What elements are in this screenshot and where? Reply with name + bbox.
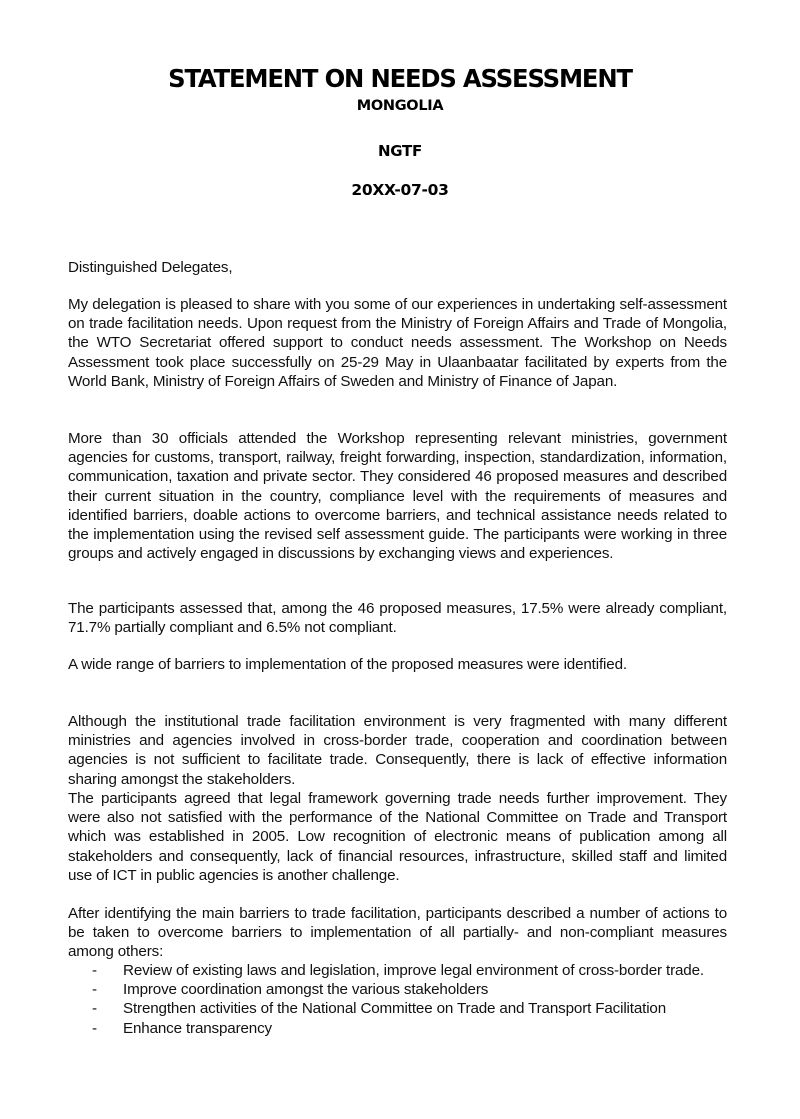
paragraph-delegation-intro: My delegation is pleased to share with you some of our experiences in undertaking self-assessment on trade facilitation needs. Upon request from the Ministry of Foreign Affairs and Trade of Mongolia, the WTO Secretariat offered support to conduct needs assessment. The Workshop on Needs Assessment took place successfully on 25-29 May in Ulaanbaatar facilitated by experts from the World Bank, Ministry of Foreign Affairs of Sweden and Ministry of Finance of Japan. xyxy=(68,296,727,390)
paragraph-barriers-identified: A wide range of barriers to implementation of the proposed measures were identified. xyxy=(68,656,627,673)
actions-list xyxy=(68,961,727,1038)
list-item-text: Strengthen activities of the National Committee on Trade and Transport Facilitation xyxy=(123,1000,667,1018)
list-item xyxy=(68,999,727,1018)
list-item-text: Improve coordination amongst the various stakeholders xyxy=(123,981,489,999)
list-item xyxy=(68,980,727,999)
list-dash-marker: - xyxy=(92,1019,97,1037)
list-item-text: Enhance transparency xyxy=(123,1019,272,1037)
paragraph-compliance-results: The participants assessed that, among the 46 proposed measures, 17.5% were already compliant, 71.7% partially compliant and 6.5% not compliant. xyxy=(68,600,727,637)
list-item xyxy=(68,1019,727,1038)
list-item xyxy=(68,961,727,980)
paragraph-actions-intro: After identifying the main barriers to trade facilitation, participants described a number of actions to be taken to overcome barriers to implementation of all partially- and non-compliant measures among others: xyxy=(68,905,727,961)
paragraph-legal-framework: The participants agreed that legal framework governing trade needs further improvement. They were also not satisfied with the performance of the National Committee on Trade and Transport which was established in 2005. Low recognition of electronic means of publication among all stakeholders and consequently, lack of financial resources, infrastructure, skilled staff and limited use of ICT in public agencies is another challenge. xyxy=(68,790,727,884)
paragraph-workshop-attendance: More than 30 officials attended the Workshop representing relevant ministries, government agencies for customs, transport, railway, freight forwarding, inspection, standardization, information, communication, taxation and private sector. They considered 46 proposed measures and described their current situation in the country, compliance level with the requirements of measures and identified barriers, doable actions to overcome barriers, and technical assistance needs related to the implementation using the revised self assessment guide. The participants were working in three groups and actively engaged in discussions by exchanging views and experiences. xyxy=(68,430,727,563)
document-date: 20XX-07-03 xyxy=(351,181,449,199)
document-country: MONGOLIA xyxy=(356,98,444,114)
document-organization: NGTF xyxy=(378,142,422,160)
list-dash-marker: - xyxy=(92,1000,97,1018)
list-dash-marker: - xyxy=(92,962,97,979)
paragraph-institutional-environment: Although the institutional trade facilitation environment is very fragmented with many different ministries and agencies involved in cross-border trade, cooperation and coordination between agencies is not sufficient to facilitate trade. Consequently, there is lack of effective information sharing amongst the stakeholders. xyxy=(68,713,727,788)
document-title: STATEMENT ON NEEDS ASSESSMENT xyxy=(168,64,632,93)
list-item-text: Review of existing laws and legislation, improve legal environment of cross-border trade. xyxy=(123,962,704,979)
salutation: Distinguished Delegates, xyxy=(68,259,233,276)
list-dash-marker: - xyxy=(92,981,97,999)
